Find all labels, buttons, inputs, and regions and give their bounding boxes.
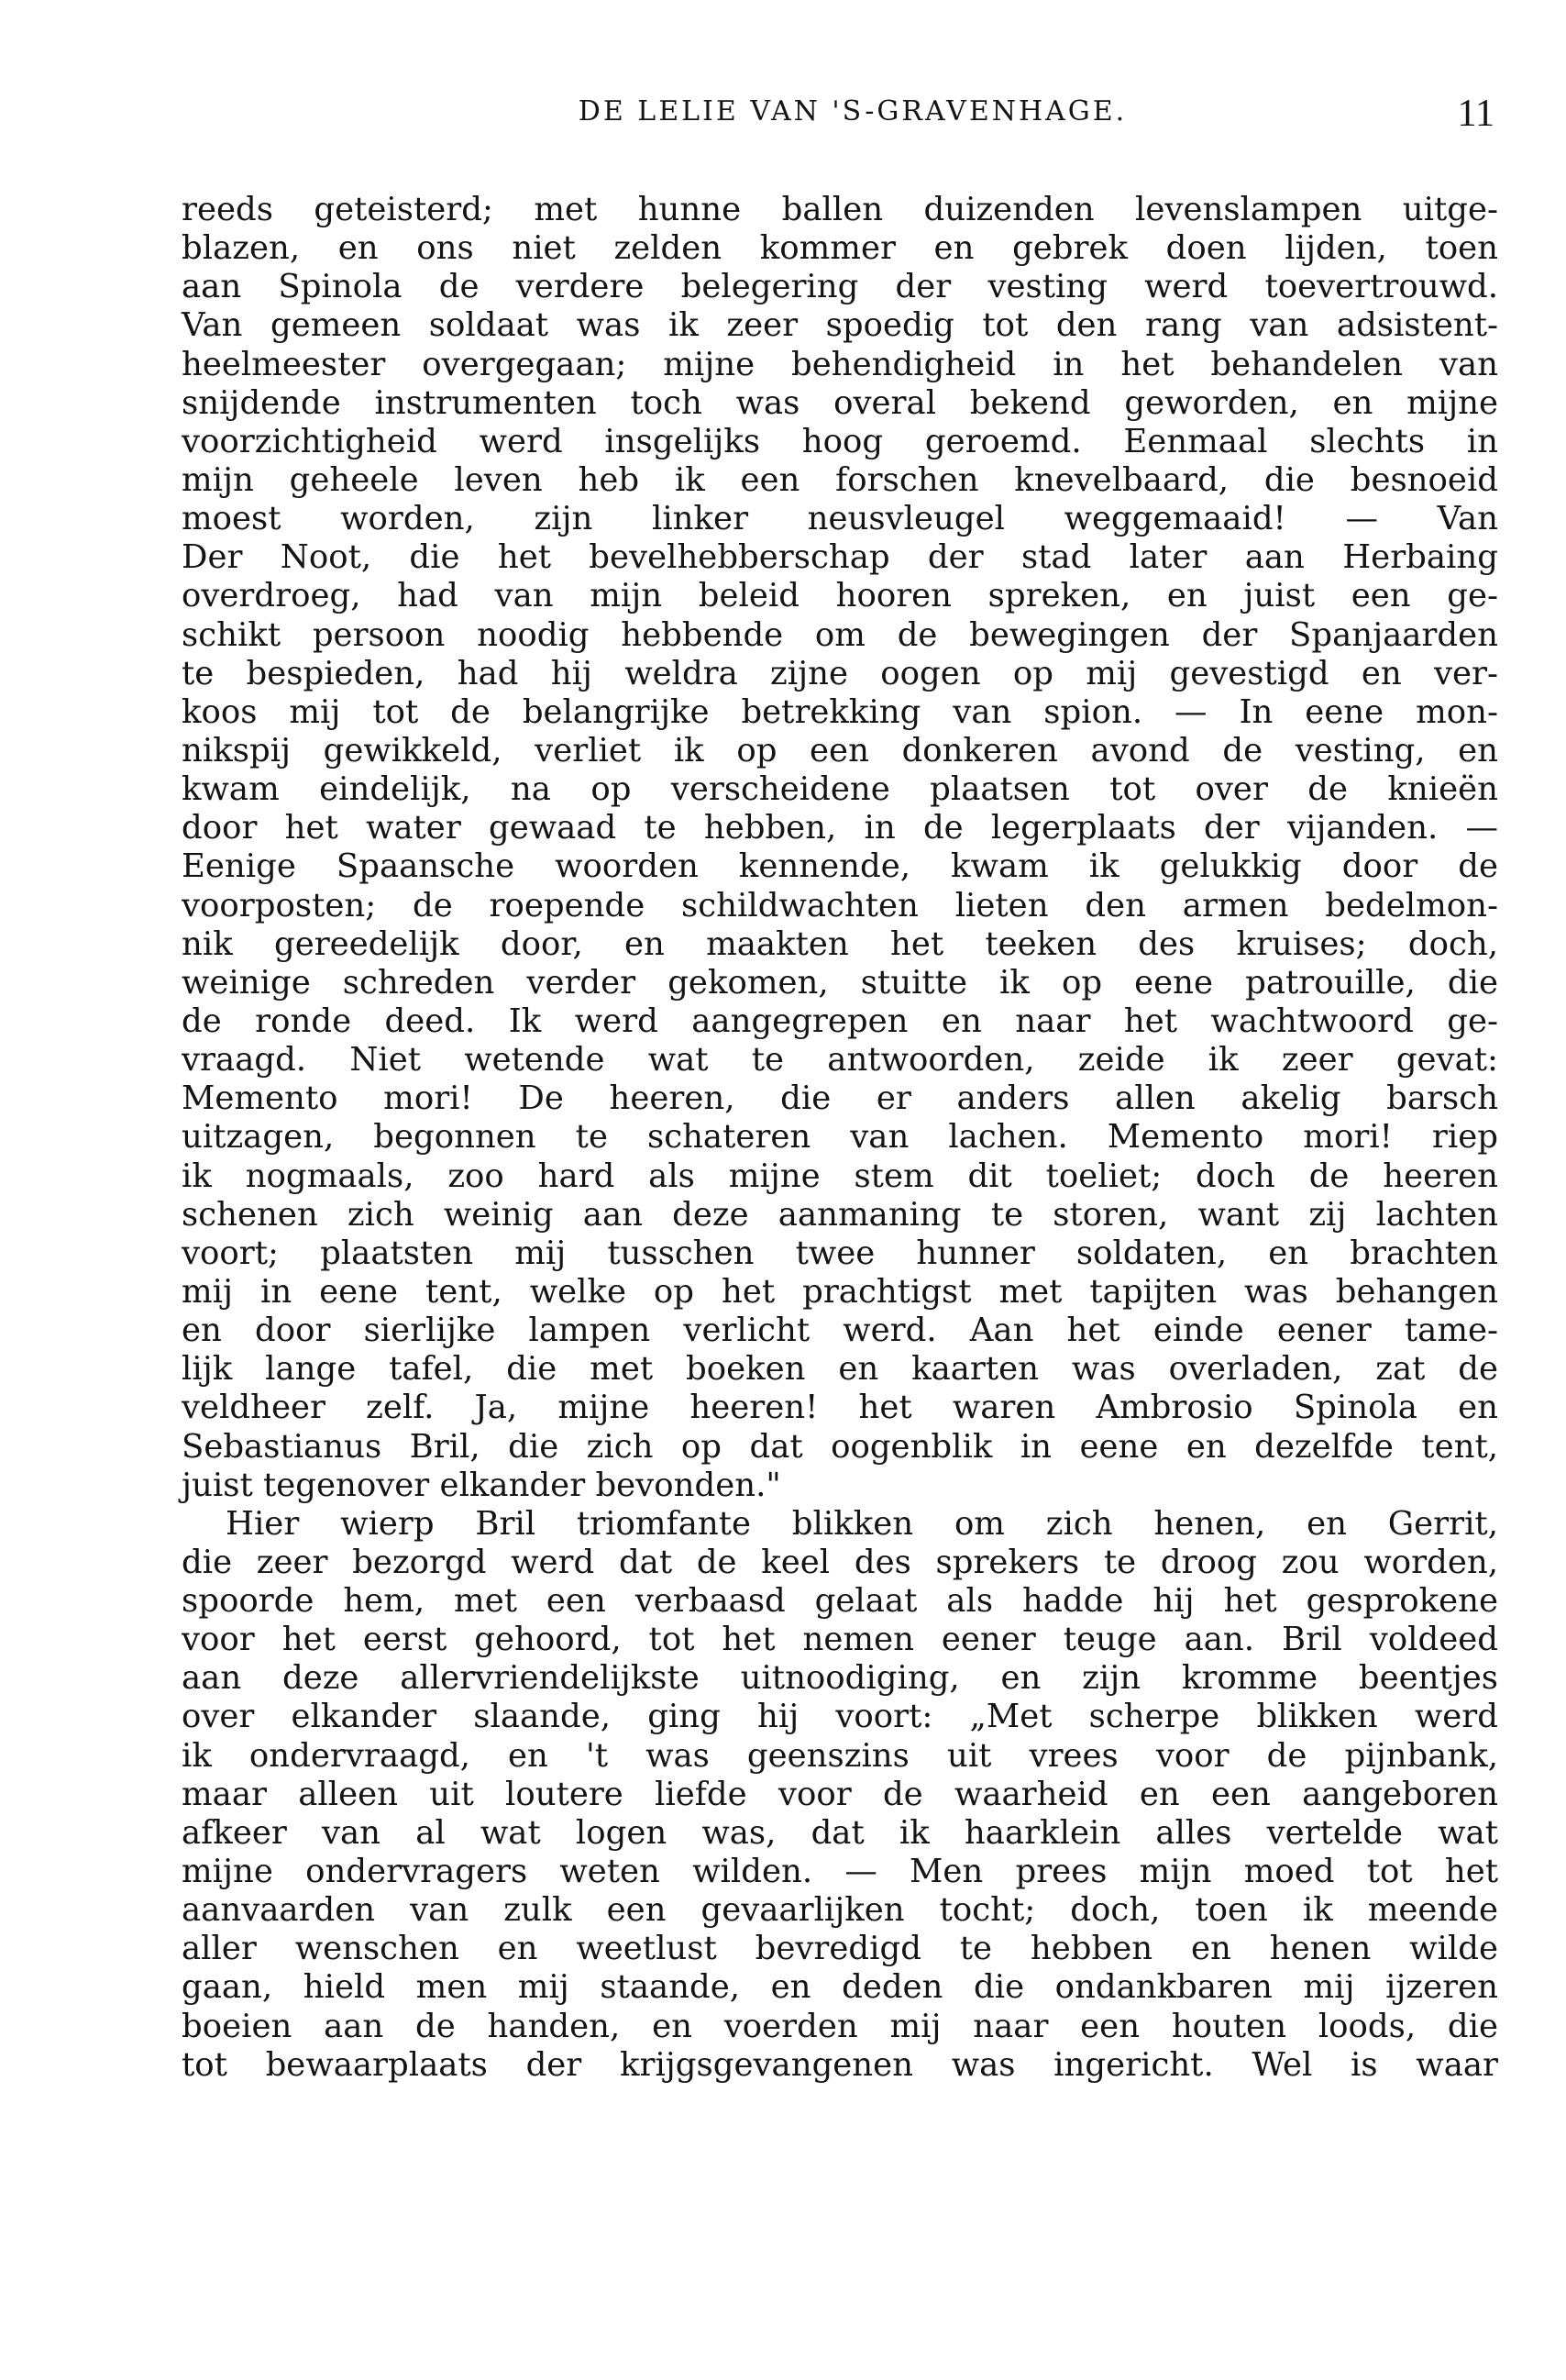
text-line: koos mij tot de belangrijke betrekking van spion. — In eene mon- [182, 692, 1498, 731]
text-line: ik nogmaals, zoo hard als mijne stem dit toeliet; doch de heeren [182, 1157, 1498, 1195]
text-line: voorzichtigheid werd insgelijks hoog geroemd. Eenmaal slechts in [182, 422, 1498, 460]
body-text [182, 191, 1498, 2085]
text-line: Hier wierp Bril triomfante blikken om zich henen, en Gerrit, [226, 1504, 1498, 1543]
text-line: Eenige Spaansche woorden kennende, kwam ik gelukkig door de [182, 847, 1498, 886]
text-line: voorposten; de roepende schildwachten lieten den armen bedelmon- [182, 886, 1498, 924]
text-line: aan Spinola de verdere belegering der vesting werd toevertrouwd. [182, 268, 1498, 306]
text-line: de ronde deed. Ik werd aangegrepen en naar het wachtwoord ge- [182, 1002, 1498, 1040]
text-line: over elkander slaande, ging hij voort: „Met scherpe blikken werd [182, 1698, 1498, 1736]
text-line: veldheer zelf. Ja, mijne heeren! het waren Ambrosio Spinola en [182, 1389, 1498, 1427]
text-line: nikspij gewikkeld, verliet ik op een donkeren avond de vesting, en [182, 731, 1498, 769]
text-line: Sebastianus Bril, die zich op dat oogenblik in eene en dezelfde tent, [182, 1427, 1498, 1466]
text-line: snijdende instrumenten toch was overal bekend geworden, en mijne [182, 383, 1498, 422]
text-line: mijn geheele leven heb ik een forschen knevelbaard, die besnoeid [182, 460, 1498, 499]
text-line: vraagd. Niet wetende wat te antwoorden, zeide ik zeer gevat: [182, 1041, 1498, 1079]
text-line: Der Noot, die het bevelhebberschap der stad later aan Herbaing [182, 538, 1498, 577]
text-line: en door sierlijke lampen verlicht werd. Aan het einde eener tame- [182, 1312, 1498, 1350]
text-line: heelmeester overgegaan; mijne behendigheid in het behandelen van [182, 345, 1498, 383]
text-line: overdroeg, had van mijn beleid hooren spreken, en juist een ge- [182, 577, 1498, 615]
text-line: aller wenschen en weetlust bevredigd te hebben en henen wilde [182, 1930, 1498, 1968]
text-line: kwam eindelijk, na op verscheidene plaatsen tot over de knieën [182, 770, 1498, 809]
text-line: aanvaarden van zulk een gevaarlijken tocht; doch, toen ik meende [182, 1891, 1498, 1930]
text-line: weinige schreden verder gekomen, stuitte ik op eene patrouille, die [182, 963, 1498, 1002]
running-head [183, 92, 1494, 147]
text-line: ik ondervraagd, en 't was geenszins uit vrees voor de pijnbank, [182, 1736, 1498, 1775]
text-line: schenen zich weinig aan deze aanmaning te storen, want zij lachten [182, 1195, 1498, 1234]
text-line: gaan, hield men mij staande, en deden die ondankbaren mij ijzeren [182, 1968, 1498, 2007]
text-line: moest worden, zijn linker neusvleugel weggemaaid! — Van [182, 500, 1498, 538]
text-line: juist tegenover elkander bevonden." [182, 1466, 781, 1504]
text-line: Van gemeen soldaat was ik zeer spoedig tot den rang van adsistent- [182, 306, 1498, 345]
text-line: spoorde hem, met een verbaasd gelaat als hadde hij het gesprokene [182, 1582, 1498, 1621]
text-line: te bespieden, had hij weldra zijne oogen op mij gevestigd en ver- [182, 654, 1498, 692]
text-line: schikt persoon noodig hebbende om de bewegingen der Spanjaarden [182, 615, 1498, 654]
text-line: lijk lange tafel, die met boeken en kaarten was overladen, zat de [182, 1350, 1498, 1389]
text-line: die zeer bezorgd werd dat de keel des sprekers te droog zou worden, [182, 1543, 1498, 1581]
text-line: afkeer van al wat logen was, dat ik haarklein alles vertelde wat [182, 1813, 1498, 1852]
text-line: mij in eene tent, welke op het prachtigst met tapijten was behangen [182, 1272, 1498, 1311]
text-line: mijne ondervragers weten wilden. — Men prees mijn moed tot het [182, 1853, 1498, 1891]
text-line: voort; plaatsten mij tusschen twee hunner soldaten, en brachten [182, 1234, 1498, 1272]
text-line: door het water gewaad te hebben, in de legerplaats der vijanden. — [182, 809, 1498, 847]
text-line: voor het eerst gehoord, tot het nemen eener teuge aan. Bril voldeed [182, 1621, 1498, 1659]
running-title: DE LELIE VAN 'S-GRAVENHAGE. [578, 95, 1128, 127]
text-line: Memento mori! De heeren, die er anders allen akelig barsch [182, 1079, 1498, 1118]
text-line: blazen, en ons niet zelden kommer en gebrek doen lijden, toen [182, 229, 1498, 268]
text-line: aan deze allervriendelijkste uitnoodiging, en zijn kromme beentjes [182, 1659, 1498, 1698]
text-line: maar alleen uit loutere liefde voor de waarheid en een aangeboren [182, 1775, 1498, 1813]
text-line: tot bewaarplaats der krijgsgevangenen was ingericht. Wel is waar [182, 2045, 1498, 2084]
text-line: reeds geteisterd; met hunne ballen duizenden levenslampen uitge- [182, 191, 1498, 228]
text-line: uitzagen, begonnen te schateren van lachen. Memento mori! riep [182, 1118, 1498, 1157]
text-line: boeien aan de handen, en voerden mij naar een houten loods, die [182, 2007, 1498, 2045]
page-number: 11 [1457, 93, 1494, 135]
text-line: nik gereedelijk door, en maakten het teeken des kruises; doch, [182, 924, 1498, 963]
